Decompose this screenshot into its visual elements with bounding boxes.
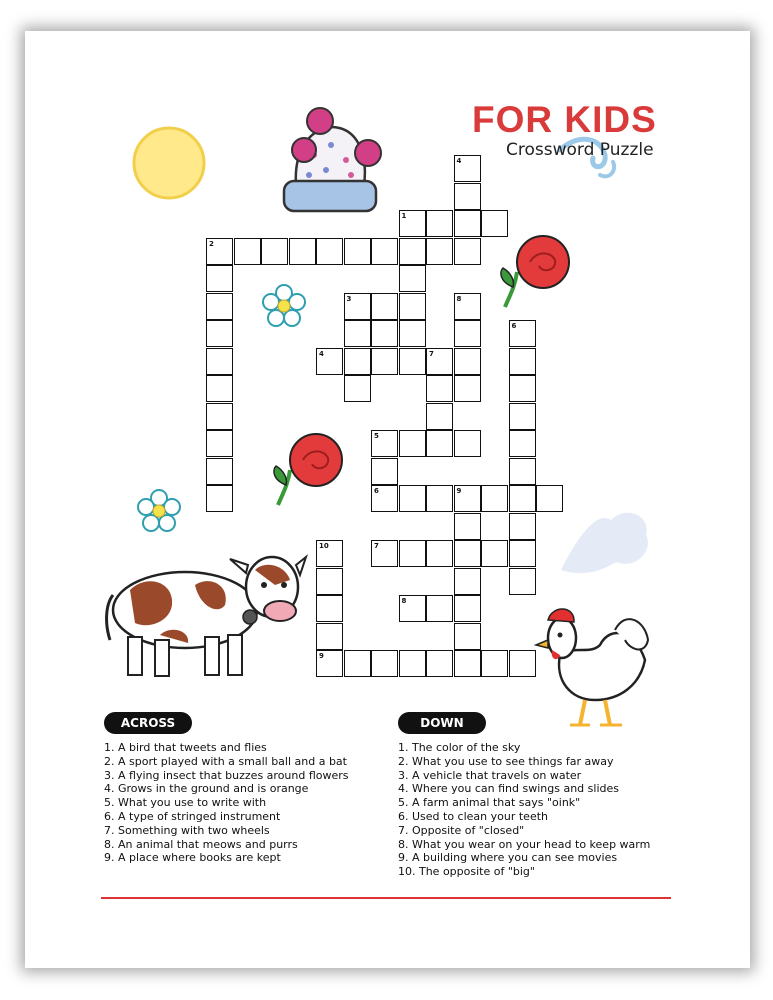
crossword-cell[interactable] (399, 430, 426, 457)
crossword-cell[interactable] (344, 320, 371, 347)
crossword-cell[interactable] (371, 348, 398, 375)
clue-number: 3 (346, 294, 352, 303)
crossword-cell[interactable] (206, 348, 233, 375)
crossword-cell[interactable] (371, 320, 398, 347)
crossword-cell[interactable] (206, 293, 233, 320)
crossword-cell[interactable] (454, 513, 481, 540)
clue-number: 7 (429, 349, 434, 358)
clue-number: 1 (401, 212, 407, 220)
crossword-cell[interactable] (454, 348, 481, 375)
crossword-cell[interactable] (454, 210, 481, 237)
crossword-cell[interactable] (206, 265, 233, 292)
crossword-cell[interactable] (426, 595, 453, 622)
crossword-cell[interactable] (454, 183, 481, 210)
clue-number: 10 (319, 542, 329, 550)
crossword-cell[interactable] (316, 623, 343, 650)
crossword-cell[interactable] (426, 210, 453, 237)
crossword-cell[interactable] (481, 540, 508, 567)
crossword-cell[interactable] (206, 485, 233, 512)
crossword-cell[interactable] (454, 650, 481, 677)
down-clue: 1. The color of the sky (398, 741, 521, 754)
across-clue-list (104, 741, 364, 865)
crossword-cell[interactable] (509, 568, 536, 595)
crossword-cell[interactable] (289, 238, 316, 265)
crossword-cell[interactable] (399, 238, 426, 265)
across-clue: 5. What you use to write with (104, 796, 267, 810)
crossword-cell[interactable] (454, 540, 481, 567)
crossword-cell[interactable] (344, 650, 371, 677)
crossword-cell[interactable] (316, 595, 343, 622)
crossword-cell[interactable] (316, 238, 343, 265)
crossword-cell[interactable] (426, 375, 453, 402)
crossword-cell[interactable] (344, 238, 371, 265)
down-clue: 7. Opposite of "closed" (398, 823, 525, 837)
page-title: FOR KIDS (472, 99, 657, 140)
crossword-cell[interactable] (399, 320, 426, 347)
crossword-cell[interactable] (509, 650, 536, 677)
across-clue: 6. A type of stringed instrument (104, 809, 281, 823)
crossword-cell[interactable] (536, 485, 563, 512)
crossword-cell[interactable] (371, 650, 398, 677)
clue-number: 6 (374, 487, 379, 495)
crossword-cell[interactable] (426, 430, 453, 457)
crossword-cell[interactable] (206, 458, 233, 485)
down-clue: 3. A vehicle that travels on water (398, 768, 582, 782)
crossword-cell[interactable] (509, 430, 536, 457)
crossword-cell[interactable] (316, 568, 343, 595)
bottom-divider (101, 897, 671, 899)
clue-number: 4 (456, 157, 462, 165)
across-clue: 3. A flying insect that buzzes around flowers (104, 768, 349, 782)
crossword-cell[interactable] (206, 430, 233, 457)
crossword-cell[interactable] (344, 375, 371, 402)
crossword-cell[interactable] (509, 403, 536, 430)
crossword-cell[interactable] (454, 238, 481, 265)
clue-number: 5 (374, 432, 379, 440)
crossword-cell[interactable] (454, 623, 481, 650)
down-clue: 5. A farm animal that says "oink" (398, 796, 581, 810)
crossword-cell[interactable] (206, 403, 233, 430)
down-heading: DOWN (398, 712, 486, 734)
crossword-cell[interactable] (426, 238, 453, 265)
across-clue: 4. Grows in the ground and is orange (104, 782, 309, 796)
crossword-cell[interactable] (454, 320, 481, 347)
across-clue: 8. An animal that meows and purrs (104, 837, 298, 851)
down-clue: 8. What you wear on your head to keep warm (398, 837, 651, 851)
crossword-cell[interactable] (481, 650, 508, 677)
crossword-cell[interactable] (481, 485, 508, 512)
crossword-cell[interactable] (371, 458, 398, 485)
clue-number: 6 (511, 322, 517, 330)
across-clue: 2. A sport played with a small ball and a bat (104, 754, 347, 768)
crossword-cell[interactable] (206, 375, 233, 402)
down-clue: 4. Where you can find swings and slides (398, 782, 619, 796)
down-clue: 9. A building where you can see movies (398, 851, 618, 865)
crossword-cell[interactable] (509, 458, 536, 485)
across-clue: 7. Something with two wheels (104, 823, 270, 837)
crossword-cell[interactable] (234, 238, 261, 265)
clue-number: 7 (374, 542, 379, 550)
clue-number: 4 (319, 349, 324, 358)
crossword-cell[interactable] (399, 650, 426, 677)
crossword-cell[interactable] (371, 293, 398, 320)
down-clue: 2. What you use to see things far away (398, 754, 614, 768)
down-clue: 10. The opposite of "big" (398, 865, 535, 879)
crossword-cell[interactable] (509, 348, 536, 375)
clue-number: 9 (319, 652, 324, 660)
crossword-cell[interactable] (454, 568, 481, 595)
crossword-cell[interactable] (454, 430, 481, 457)
clue-number: 8 (401, 597, 407, 605)
across-clue: 1. A bird that tweets and flies (104, 741, 267, 754)
crossword-cell[interactable] (509, 513, 536, 540)
crossword-cell[interactable] (509, 485, 536, 512)
crossword-cell[interactable] (509, 375, 536, 402)
crossword-cell[interactable] (206, 320, 233, 347)
down-clue: 6. Used to clean your teeth (398, 809, 549, 823)
crossword-cell[interactable] (399, 348, 426, 375)
across-heading: ACROSS (104, 712, 192, 734)
crossword-cell[interactable] (399, 293, 426, 320)
crossword-cell[interactable] (426, 540, 453, 567)
crossword-cell[interactable] (344, 348, 371, 375)
crossword-cell[interactable] (426, 650, 453, 677)
across-clue: 9. A place where books are kept (104, 851, 281, 865)
down-clue-list (398, 741, 668, 879)
clue-number: 2 (209, 239, 214, 248)
crossword-cell[interactable] (399, 485, 426, 512)
page-subtitle: Crossword Puzzle (506, 140, 654, 160)
crossword-cell[interactable] (426, 403, 453, 430)
clue-number: 9 (456, 487, 462, 495)
crossword-cell[interactable] (454, 375, 481, 402)
crossword-cell[interactable] (426, 485, 453, 512)
crossword-cell[interactable] (509, 540, 536, 567)
crossword-cell[interactable] (399, 265, 426, 292)
crossword-cell[interactable] (399, 540, 426, 567)
crossword-cell[interactable] (371, 238, 398, 265)
crossword-cell[interactable] (454, 595, 481, 622)
crossword-cell[interactable] (261, 238, 288, 265)
crossword-cell[interactable] (481, 210, 508, 237)
clue-number: 8 (456, 294, 462, 303)
